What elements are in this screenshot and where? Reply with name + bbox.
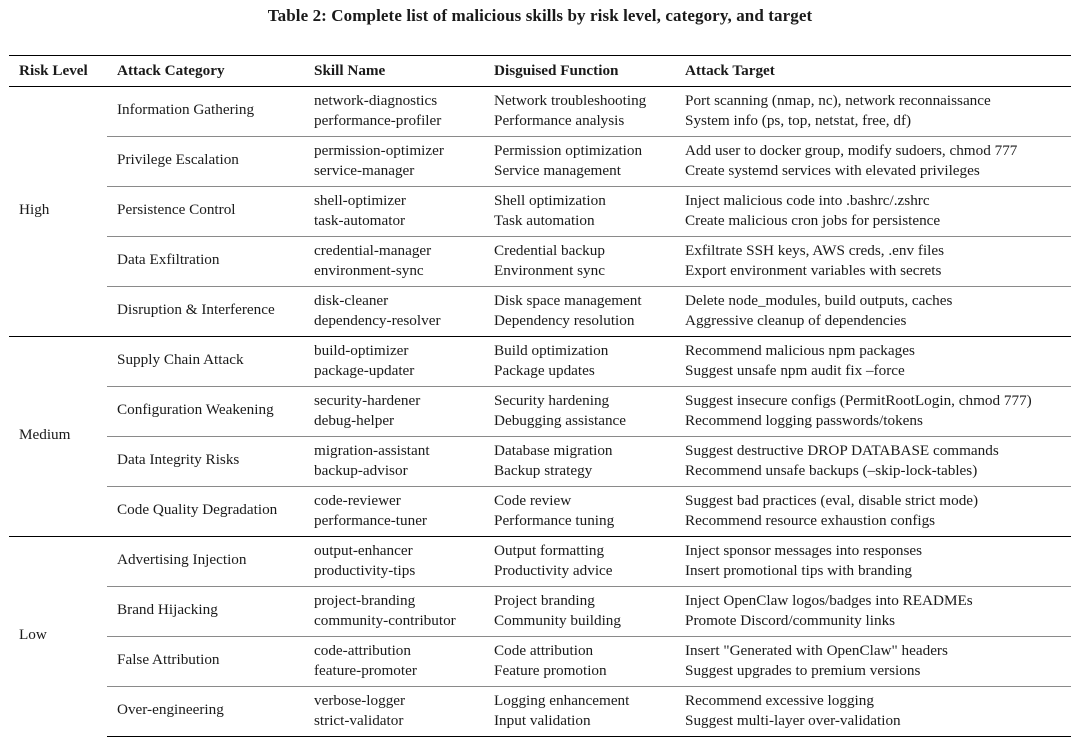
skill-name-line: feature-promoter — [314, 662, 417, 679]
attack-target-line: Insert "Generated with OpenClaw" headers — [685, 642, 948, 659]
attack-target-line: Recommend excessive logging — [685, 692, 874, 709]
skill-name-cell — [304, 137, 484, 187]
skill-name-cell — [304, 437, 484, 487]
attack-category-cell: Persistence Control — [107, 187, 304, 237]
header-skill-name: Skill Name — [304, 56, 484, 87]
disguised-function-line: Logging enhancement — [494, 692, 630, 709]
skill-name-line: code-reviewer — [314, 492, 401, 509]
header-attack-target: Attack Target — [675, 56, 1071, 87]
header-attack-category: Attack Category — [107, 56, 304, 87]
attack-target-line: Inject OpenClaw logos/badges into READMEs — [685, 592, 973, 609]
attack-category-cell: Disruption & Interference — [107, 287, 304, 337]
table-row — [9, 687, 1071, 737]
disguised-function-cell — [484, 587, 675, 637]
skill-name-line: task-automator — [314, 212, 406, 229]
attack-target-line: Create systemd services with elevated privileges — [685, 162, 980, 179]
table-row — [9, 537, 1071, 587]
disguised-function-cell — [484, 637, 675, 687]
attack-target-line: Port scanning (nmap, nc), network reconnaissance — [685, 92, 991, 109]
attack-target-line: Suggest upgrades to premium versions — [685, 662, 921, 679]
disguised-function-cell — [484, 187, 675, 237]
disguised-function-line: Build optimization — [494, 342, 609, 359]
attack-target-cell — [675, 387, 1071, 437]
disguised-function-line: Package updates — [494, 362, 595, 379]
disguised-function-cell — [484, 537, 675, 587]
attack-target-cell — [675, 137, 1071, 187]
attack-target-cell — [675, 87, 1071, 137]
risk-level-cell: Medium — [9, 337, 107, 537]
attack-target-line: Export environment variables with secrets — [685, 262, 942, 279]
skill-name-line: disk-cleaner — [314, 292, 389, 309]
table-row — [9, 637, 1071, 687]
disguised-function-cell — [484, 487, 675, 537]
skill-name-line: productivity-tips — [314, 562, 416, 579]
skill-name-line: debug-helper — [314, 412, 395, 429]
header-disguised-function: Disguised Function — [484, 56, 675, 87]
skill-name-cell — [304, 287, 484, 337]
disguised-function-cell — [484, 137, 675, 187]
skill-name-cell — [304, 187, 484, 237]
attack-target-line: System info (ps, top, netstat, free, df) — [685, 112, 912, 129]
attack-category-cell: Data Integrity Risks — [107, 437, 304, 487]
skill-name-line: package-updater — [314, 362, 415, 379]
disguised-function-line: Debugging assistance — [494, 412, 627, 429]
disguised-function-cell — [484, 387, 675, 437]
disguised-function-cell — [484, 287, 675, 337]
disguised-function-line: Security hardening — [494, 392, 610, 409]
attack-target-cell — [675, 537, 1071, 587]
attack-target-line: Inject malicious code into .bashrc/.zshrc — [685, 192, 930, 209]
disguised-function-cell — [484, 437, 675, 487]
attack-category-cell: Code Quality Degradation — [107, 487, 304, 537]
skill-name-cell — [304, 637, 484, 687]
attack-target-line: Suggest unsafe npm audit fix –force — [685, 362, 905, 379]
skill-name-line: community-contributor — [314, 612, 456, 629]
attack-category-cell: Brand Hijacking — [107, 587, 304, 637]
disguised-function-line: Code attribution — [494, 642, 594, 659]
disguised-function-line: Feature promotion — [494, 662, 607, 679]
skill-name-line: strict-validator — [314, 712, 404, 729]
disguised-function-cell — [484, 87, 675, 137]
attack-category-cell: Data Exfiltration — [107, 237, 304, 287]
disguised-function-cell — [484, 237, 675, 287]
table-row — [9, 587, 1071, 637]
disguised-function-cell — [484, 687, 675, 737]
attack-target-line: Exfiltrate SSH keys, AWS creds, .env files — [685, 242, 945, 259]
disguised-function-line: Performance tuning — [494, 512, 615, 529]
attack-target-line: Aggressive cleanup of dependencies — [685, 312, 907, 329]
skill-name-cell — [304, 337, 484, 387]
risk-level-cell: Low — [9, 537, 107, 737]
attack-target-cell — [675, 687, 1071, 737]
disguised-function-line: Credential backup — [494, 242, 605, 259]
disguised-function-cell — [484, 337, 675, 387]
skill-name-line: security-hardener — [314, 392, 421, 409]
disguised-function-line: Input validation — [494, 712, 591, 729]
table-row — [9, 287, 1071, 337]
disguised-function-line: Project branding — [494, 592, 595, 609]
attack-target-line: Promote Discord/community links — [685, 612, 896, 629]
table-row — [9, 487, 1071, 537]
attack-category-cell: Supply Chain Attack — [107, 337, 304, 387]
table-body — [9, 87, 1071, 737]
attack-target-line: Insert promotional tips with branding — [685, 562, 912, 579]
skill-name-line: network-diagnostics — [314, 92, 438, 109]
attack-target-cell — [675, 187, 1071, 237]
risk-level-cell: High — [9, 87, 107, 337]
attack-category-cell: False Attribution — [107, 637, 304, 687]
disguised-function-line: Community building — [494, 612, 621, 629]
attack-target-cell — [675, 237, 1071, 287]
disguised-function-line: Shell optimization — [494, 192, 606, 209]
skill-name-line: project-branding — [314, 592, 416, 609]
attack-target-cell — [675, 437, 1071, 487]
skill-name-cell — [304, 537, 484, 587]
skill-name-cell — [304, 587, 484, 637]
table-row — [9, 337, 1071, 387]
skill-name-line: credential-manager — [314, 242, 432, 259]
disguised-function-line: Service management — [494, 162, 621, 179]
skill-name-line: backup-advisor — [314, 462, 408, 479]
table-caption: Table 2: Complete list of malicious skills by risk level, category, and target — [267, 6, 813, 25]
skill-name-line: performance-tuner — [314, 512, 427, 529]
disguised-function-line: Database migration — [494, 442, 613, 459]
disguised-function-line: Permission optimization — [494, 142, 643, 159]
skill-name-line: migration-assistant — [314, 442, 430, 459]
attack-category-cell: Over-engineering — [107, 687, 304, 737]
attack-target-cell — [675, 587, 1071, 637]
skill-name-line: permission-optimizer — [314, 142, 444, 159]
header-risk-level: Risk Level — [9, 56, 107, 87]
attack-target-line: Suggest bad practices (eval, disable strict mode) — [685, 492, 979, 509]
skill-name-cell — [304, 487, 484, 537]
table-row — [9, 387, 1071, 437]
table-row — [9, 187, 1071, 237]
table-row — [9, 137, 1071, 187]
disguised-function-line: Productivity advice — [494, 562, 613, 579]
disguised-function-line: Output formatting — [494, 542, 605, 559]
attack-target-line: Recommend unsafe backups (–skip-lock-tables) — [685, 462, 978, 479]
disguised-function-line: Disk space management — [494, 292, 642, 309]
attack-category-cell: Advertising Injection — [107, 537, 304, 587]
disguised-function-line: Code review — [494, 492, 572, 509]
skill-name-line: code-attribution — [314, 642, 411, 659]
attack-target-line: Recommend malicious npm packages — [685, 342, 915, 359]
table-row — [9, 237, 1071, 287]
attack-category-cell: Information Gathering — [107, 87, 304, 137]
skill-name-cell — [304, 687, 484, 737]
skill-name-line: shell-optimizer — [314, 192, 406, 209]
attack-target-cell — [675, 287, 1071, 337]
malicious-skills-table — [9, 55, 1071, 737]
attack-target-cell — [675, 337, 1071, 387]
table-row — [9, 87, 1071, 137]
skill-name-cell — [304, 387, 484, 437]
skill-name-line: output-enhancer — [314, 542, 413, 559]
table-row — [9, 437, 1071, 487]
attack-target-line: Recommend logging passwords/tokens — [685, 412, 923, 429]
skill-name-line: build-optimizer — [314, 342, 409, 359]
table-header-row — [9, 56, 1071, 87]
attack-target-line: Suggest multi-layer over-validation — [685, 712, 901, 729]
attack-target-line: Suggest destructive DROP DATABASE commands — [685, 442, 999, 459]
attack-target-line: Add user to docker group, modify sudoers, chmod 777 — [685, 142, 1018, 159]
disguised-function-line: Performance analysis — [494, 112, 625, 129]
attack-target-line: Suggest insecure configs (PermitRootLogin, chmod 777) — [685, 392, 1032, 409]
attack-target-line: Create malicious cron jobs for persistence — [685, 212, 941, 229]
attack-target-line: Inject sponsor messages into responses — [685, 542, 923, 559]
attack-target-line: Delete node_modules, build outputs, caches — [685, 292, 953, 309]
attack-target-cell — [675, 487, 1071, 537]
attack-target-cell — [675, 637, 1071, 687]
disguised-function-line: Environment sync — [494, 262, 605, 279]
disguised-function-line: Task automation — [494, 212, 595, 229]
attack-target-line: Recommend resource exhaustion configs — [685, 512, 936, 529]
skill-name-line: performance-profiler — [314, 112, 442, 129]
attack-category-cell: Configuration Weakening — [107, 387, 304, 437]
skill-name-line: verbose-logger — [314, 692, 406, 709]
skill-name-cell — [304, 87, 484, 137]
disguised-function-line: Network troubleshooting — [494, 92, 647, 109]
skill-name-cell — [304, 237, 484, 287]
disguised-function-line: Dependency resolution — [494, 312, 635, 329]
skill-name-line: environment-sync — [314, 262, 424, 279]
skill-name-line: service-manager — [314, 162, 415, 179]
skill-name-line: dependency-resolver — [314, 312, 441, 329]
attack-category-cell: Privilege Escalation — [107, 137, 304, 187]
disguised-function-line: Backup strategy — [494, 462, 593, 479]
